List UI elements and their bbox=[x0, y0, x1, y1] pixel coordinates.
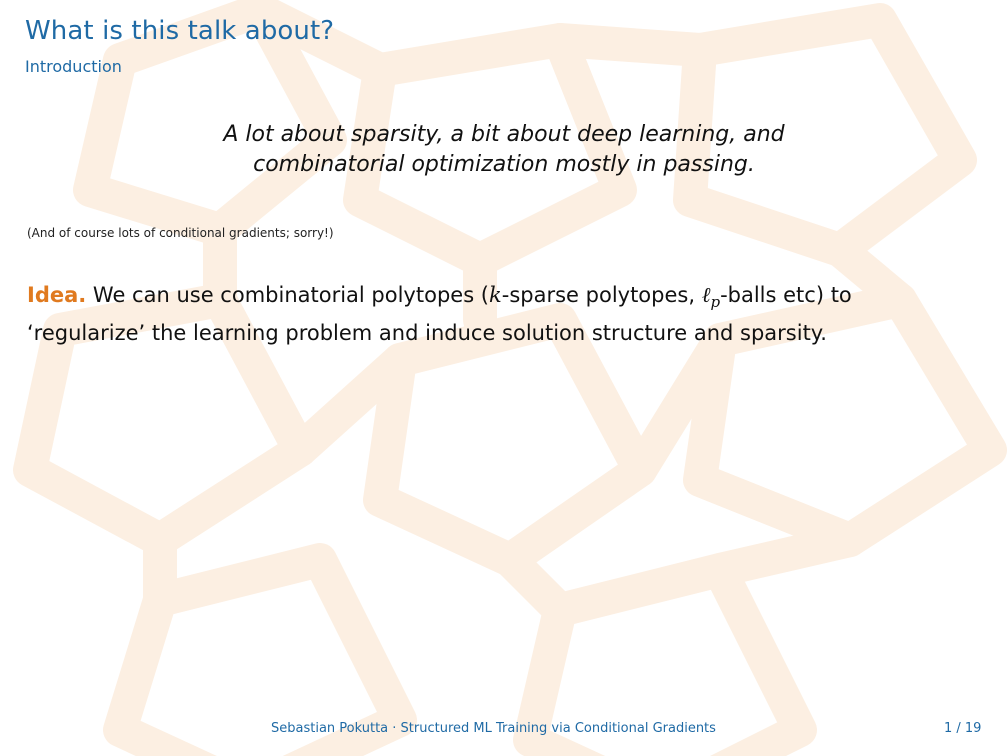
idea-text-3: -balls etc) to bbox=[720, 283, 852, 307]
math-ell: ℓ bbox=[701, 283, 711, 307]
idea-label: Idea. bbox=[27, 283, 87, 307]
footer bbox=[0, 721, 1008, 741]
page-number: 1 / 19 bbox=[944, 721, 982, 736]
idea-text-2: -sparse polytopes, bbox=[501, 283, 702, 307]
idea-text-line-2: ‘regularize’ the learning problem and induce solution structure and sparsity. bbox=[27, 321, 827, 346]
footer-text: Sebastian Pokutta · Structured ML Training via Conditional Gradients bbox=[271, 721, 716, 736]
math-p-subscript: p bbox=[710, 293, 721, 312]
quote-line-2: combinatorial optimization mostly in passing. bbox=[253, 152, 755, 177]
math-k: k bbox=[489, 283, 502, 307]
slide-subtitle: Introduction bbox=[25, 57, 122, 76]
aside-note: (And of course lots of conditional gradients; sorry!) bbox=[27, 226, 334, 240]
slide-title: What is this talk about? bbox=[25, 16, 335, 46]
quote-block bbox=[150, 120, 858, 180]
idea-text-1: We can use combinatorial polytopes ( bbox=[86, 283, 490, 307]
quote-line-1: A lot about sparsity, a bit about deep learning, and bbox=[223, 122, 785, 147]
idea-paragraph bbox=[27, 280, 957, 349]
